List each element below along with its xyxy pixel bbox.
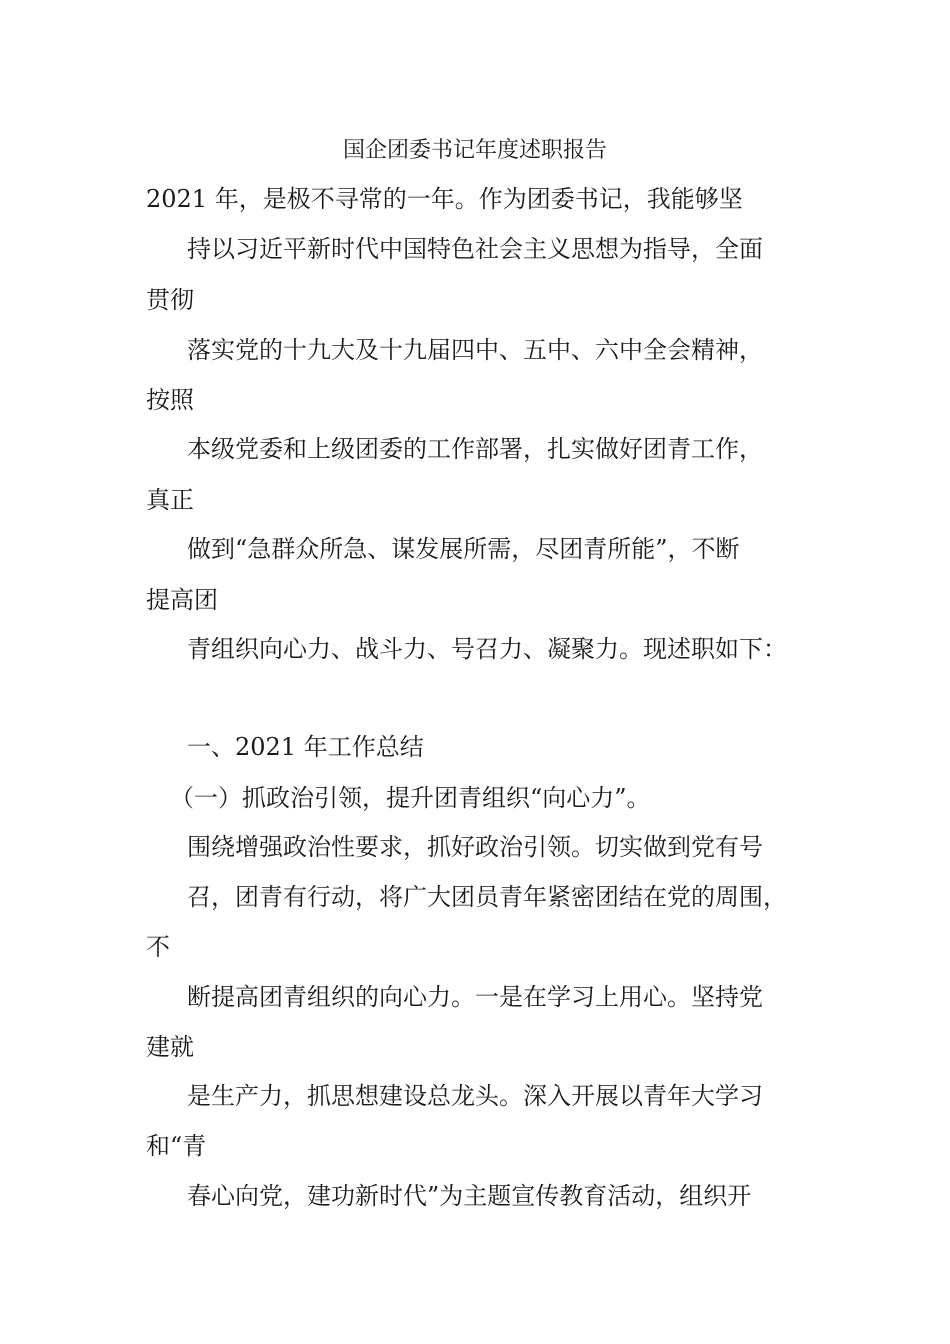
paragraph-line: 是生产力，抓思想建设总龙头。深入开展以青年大学习 — [187, 1082, 763, 1110]
document-title: 国企团委书记年度述职报告 — [342, 138, 607, 163]
paragraph-line: 春心向党，建功新时代”为主题宣传教育活动，组织开 — [187, 1182, 752, 1210]
paragraph-line: 按照 — [146, 386, 194, 414]
paragraph-line: 2021 年，是极不寻常的一年。作为团委书记，我能够坚 — [146, 185, 743, 213]
paragraph-line: 提高团 — [146, 586, 218, 614]
paragraph-line: 不 — [146, 933, 170, 961]
paragraph-line: 落实党的十九大及十九届四中、五中、六中全会精神， — [187, 336, 763, 364]
paragraph-line: 青组织向心力、战斗力、号召力、凝聚力。现述职如下： — [187, 635, 787, 663]
paragraph-line: 和“青 — [146, 1132, 207, 1160]
paragraph-line: 真正 — [146, 486, 194, 514]
paragraph-line: 围绕增强政治性要求，抓好政治引领。切实做到党有号 — [187, 833, 763, 861]
section-heading: 一、2021 年工作总结 — [187, 733, 424, 761]
paragraph-line: 持以习近平新时代中国特色社会主义思想为指导，全面 — [187, 235, 763, 263]
paragraph-line: 召，团青有行动，将广大团员青年紧密团结在党的周围， — [187, 883, 787, 911]
paragraph-line: 断提高团青组织的向心力。一是在学习上用心。坚持党 — [187, 983, 763, 1011]
subsection-heading: （一）抓政治引领，提升团青组织“向心力”。 — [170, 784, 651, 812]
paragraph-line: 做到“急群众所急、谋发展所需，尽团青所能”，不断 — [187, 535, 740, 563]
paragraph-line: 本级党委和上级团委的工作部署，扎实做好团青工作， — [187, 435, 763, 463]
paragraph-line: 贯彻 — [146, 286, 194, 314]
paragraph-line: 建就 — [146, 1033, 194, 1061]
